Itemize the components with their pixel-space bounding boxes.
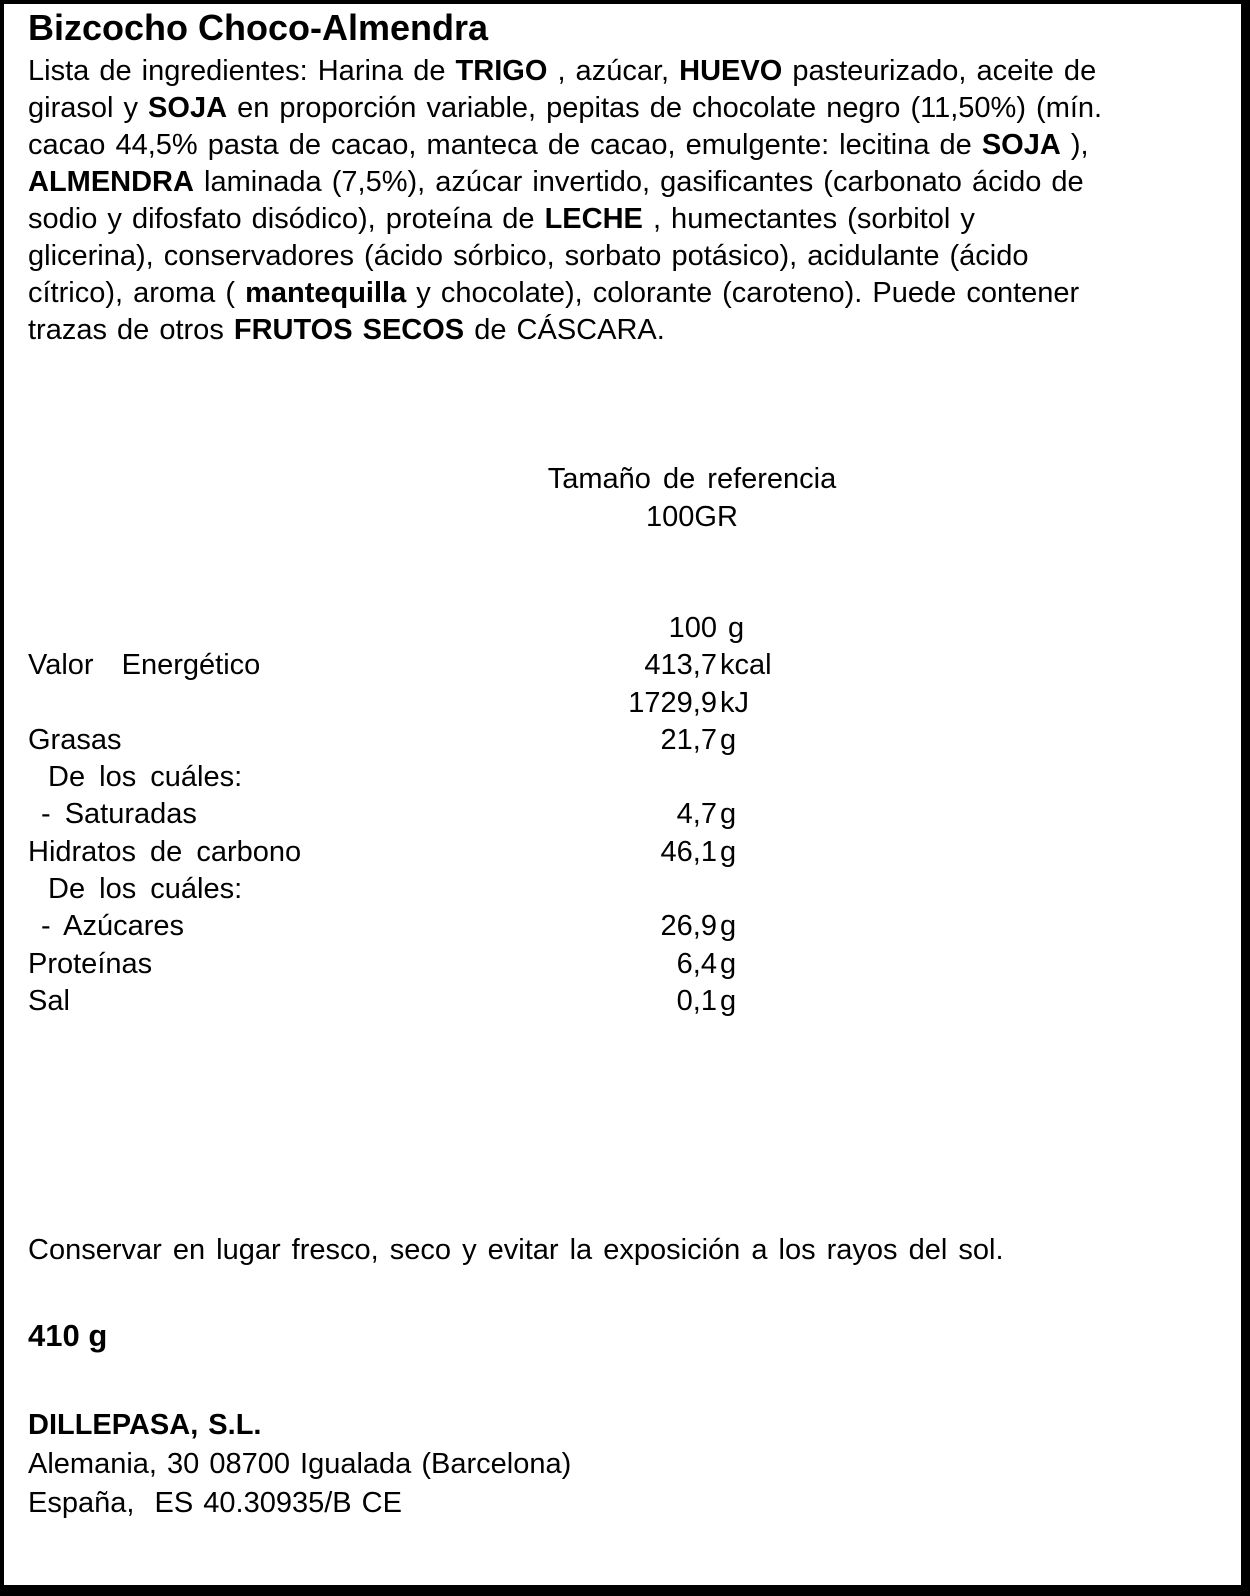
nutrient-unit: g [720,723,737,756]
nutrition-table [28,610,1228,1020]
serving-size-value: 100GR [646,501,738,533]
nutrient-value: 100 [668,612,717,644]
allergen-text: mantequilla [245,277,407,309]
allergen-text: ALMENDRA [28,166,194,198]
nutrition-row [28,983,1228,1020]
ingredient-text: cacao 44,5% pasta de cacao, manteca de cacao, emulgente: lecitina de [28,129,982,161]
nutrition-row [28,722,1228,759]
nutrient-unit: g [720,835,737,868]
nutrient-value: 26,9 [660,910,717,943]
ingredient-text: trazas de otros [28,314,234,346]
allergen-text: SOJA [148,92,228,124]
allergen-text: HUEVO [679,55,783,87]
nutrition-row [28,796,1228,833]
nutrient-value: 21,7 [660,723,717,756]
serving-size-block [388,460,996,536]
nutrient-label: De los cuáles: [48,761,243,794]
nutrient-label: Proteínas [28,947,153,980]
ingredient-text: y chocolate), colorante (caroteno). Puede contener [406,277,1080,309]
nutrition-row [28,834,1228,871]
ingredient-text: en proporción variable, pepitas de chocolate negro (11,50%) (mín. [227,92,1103,124]
ingredients-line [28,164,1228,201]
ingredient-text: Lista de ingredientes: Harina de [28,55,456,87]
nutrition-row [28,759,1228,796]
ingredient-text: glicerina), conservadores (ácido sórbico, sorbato potásico), acidulante (ácido [28,240,1029,272]
nutrient-unit: g [720,612,745,644]
allergen-text: TRIGO [455,55,548,87]
ingredients-line [28,127,1228,164]
nutrition-row [28,610,1228,647]
nutrient-value: 1729,9 [628,686,717,719]
nutrient-unit: kJ [720,686,749,719]
ingredient-text: laminada (7,5%), azúcar invertido, gasificantes (carbonato ácido de [193,166,1084,198]
storage-instructions: Conservar en lugar fresco, seco y evitar la exposición a los rayos del sol. [28,1234,1004,1266]
nutrient-label: Hidratos de carbono [28,835,302,868]
ingredient-text: ), [1060,129,1089,161]
nutrition-row [28,908,1228,945]
nutrient-value: 0,1 [676,984,717,1017]
ingredient-text: sodio y difosfato disódico), proteína de [28,203,545,235]
nutrient-label: De los cuáles: [48,873,243,906]
nutrient-unit: g [720,798,737,831]
nutrient-value: 4,7 [676,798,717,831]
nutrient-unit: g [720,984,737,1017]
nutrient-unit: g [720,910,737,943]
nutrient-unit: kcal [720,649,772,682]
nutrient-unit: g [720,947,737,980]
ingredient-text: pasteurizado, aceite de [782,55,1097,87]
nutrient-label: Sal [28,984,70,1017]
ingredients-paragraph [28,53,1228,349]
nutrient-label: - Saturadas [41,798,197,831]
allergen-text: SOJA [981,129,1061,161]
ingredients-line [28,53,1228,90]
serving-size-label: Tamaño de referencia [547,463,837,495]
nutrient-value: 413,7 [644,649,717,682]
ingredients-line [28,201,1228,238]
company-registration: España, ES 40.30935/B CE [28,1487,402,1519]
nutrition-row [28,946,1228,983]
nutrient-label: - Azúcares [41,910,184,943]
ingredients-line [28,275,1228,312]
company-address: Alemania, 30 08700 Igualada (Barcelona) [28,1448,572,1480]
nutrient-label: Grasas [28,723,122,756]
ingredient-text: cítrico), aroma ( [28,277,246,309]
nutrition-row [28,685,1228,722]
company-block [28,1406,1228,1523]
ingredient-text: , humectantes (sorbitol y [642,203,975,235]
product-title: Bizcocho Choco-Almendra [28,7,489,48]
ingredients-line [28,238,1228,275]
ingredient-text: de CÁSCARA. [464,314,665,346]
ingredient-text: , azúcar, [547,55,680,87]
nutrition-row [28,871,1228,908]
nutrient-label: Valor Energético [28,649,261,682]
net-weight: 410 g [28,1318,108,1353]
allergen-text: FRUTOS SECOS [233,314,465,346]
nutrient-value: 46,1 [660,835,717,868]
nutrient-value: 6,4 [676,947,717,980]
ingredient-text: girasol y [28,92,149,124]
ingredients-line [28,90,1228,127]
company-name: DILLEPASA, S.L. [28,1409,262,1441]
allergen-text: LECHE [544,203,643,235]
ingredients-line [28,312,1228,349]
nutrition-row [28,647,1228,684]
